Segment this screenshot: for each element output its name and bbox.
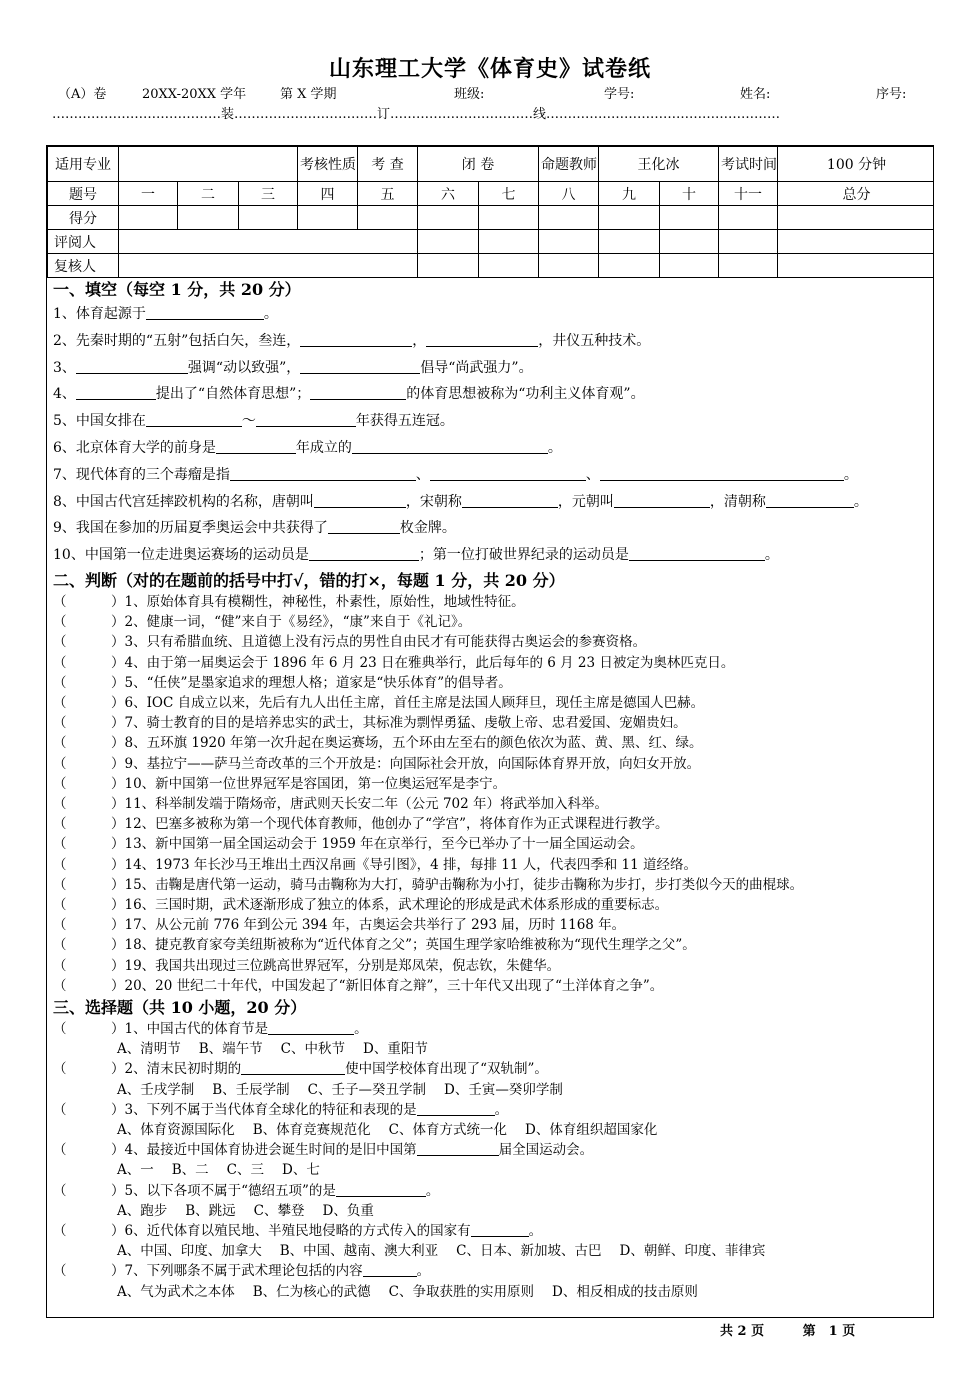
question-text: 2、先秦时期的“五射”包括白矢，叁连， [53, 332, 301, 349]
exam-header [58, 83, 928, 101]
question-text: 枚金牌。 [399, 520, 456, 537]
answer-paren[interactable]: （ [53, 1142, 67, 1159]
judge-text: ）12、巴塞多被称为第一个现代体育教师，他创办了“学宫”，将体育作为正式课程进行教学。 [111, 816, 669, 833]
answer-blank[interactable] [426, 331, 538, 347]
judge-item [53, 814, 927, 834]
checker-cell[interactable] [719, 254, 778, 278]
choice-option: A、中国、印度、加拿大 [117, 1243, 262, 1260]
question-text: 的体育思想被称为“功利主义体育观”。 [406, 386, 645, 403]
answer-paren[interactable]: （ [53, 634, 67, 651]
total-label: 总分 [778, 182, 934, 206]
judge-text: ）16、三国时期，武术逐渐形成了独立的体系，武术理论的形成是武术体系形成的重要标志。 [111, 897, 669, 914]
question-number: 十一 [719, 182, 778, 206]
answer-blank[interactable] [230, 465, 416, 481]
question-text: 4、 [53, 386, 76, 403]
judge-text: ）14、1973 年长沙马王堆出土西汉帛画《导引图》，4 排，每排 11 人，代表四季和 11 道经络。 [111, 856, 697, 873]
reviewer-cell[interactable] [539, 230, 599, 254]
question-number: 九 [599, 182, 660, 206]
answer-blank[interactable] [300, 358, 420, 374]
answer-paren[interactable]: （ [53, 1101, 67, 1118]
question-text: 。 [547, 439, 562, 456]
choice-option: C、日本、新加坡、古巴 [456, 1243, 602, 1260]
student-no-label: 学号: [604, 87, 635, 102]
seq-label: 序号: [876, 87, 907, 102]
answer-paren[interactable]: （ [53, 937, 67, 954]
question-text: 3、 [53, 359, 76, 376]
choice-option: D、体育组织超国家化 [525, 1122, 658, 1139]
checker-cell[interactable] [479, 254, 539, 278]
section-choice-title: 三、选择题（共 10 小题，20 分） [53, 998, 307, 1018]
judge-item [53, 592, 927, 612]
answer-paren[interactable]: （ [53, 1223, 67, 1240]
choice-option: C、中秋节 [280, 1041, 346, 1058]
question-number: 六 [418, 182, 479, 206]
judge-text: ）4、由于第一届奥运会于 1896 年 6 月 23 日在雅典举行，此后每年的 6 月 23 日被定为奥林匹克日。 [111, 654, 735, 671]
question-text: 、 [585, 466, 600, 483]
question-text: 。 [494, 1101, 509, 1118]
choice-option: B、跳远 [185, 1202, 236, 1219]
question-text: 使中国学校体育出现了“双轨制”。 [345, 1061, 548, 1078]
fill-question-9 [53, 515, 927, 542]
choice-option: B、中国、越南、澳大利亚 [279, 1243, 439, 1260]
judge-text: ）13、新中国第一届全国运动会于 1959 年在京举行，至今已举办了十一届全国运动会。 [111, 836, 644, 853]
answer-paren[interactable]: （ [53, 796, 67, 812]
answer-blank[interactable] [146, 304, 264, 320]
judge-list [53, 592, 927, 996]
choice-option: C、攀登 [253, 1202, 305, 1219]
choice-option: D、重阳节 [363, 1041, 428, 1058]
fill-question-4 [53, 381, 927, 408]
question-text: 、 [415, 466, 430, 483]
binding-line: …………………………………装……………………………订……………………………线……………………………………………… [52, 107, 780, 121]
answer-paren[interactable]: （ [53, 715, 67, 732]
answer-paren[interactable]: （ [53, 614, 67, 631]
answer-blank[interactable] [76, 358, 188, 374]
answer-blank[interactable] [268, 1019, 354, 1035]
class-label: 班级: [454, 87, 485, 102]
choice-option: A、一 [117, 1162, 154, 1179]
answer-paren[interactable]: （ [53, 917, 67, 934]
question-text: ，元朝叫 [557, 493, 614, 510]
page-footer [720, 1320, 855, 1339]
score-cell[interactable] [358, 206, 418, 230]
question-text: 10、中国第一位走进奥运赛场的运动员是 [53, 547, 309, 564]
question-number: 八 [539, 182, 599, 206]
score-cell[interactable] [418, 206, 479, 230]
checker-cell[interactable] [539, 254, 599, 278]
score-cell[interactable] [599, 206, 660, 230]
answer-blank[interactable] [352, 438, 548, 454]
exam-type-value: 考 查 [358, 147, 418, 182]
answer-blank[interactable] [614, 492, 710, 508]
answer-blank[interactable] [328, 518, 400, 534]
question-text: 。 [263, 306, 278, 322]
reviewer-cell[interactable] [599, 230, 660, 254]
answer-paren[interactable]: （ [53, 977, 67, 994]
answer-blank[interactable] [241, 1059, 345, 1075]
choice-options [53, 1282, 927, 1302]
reviewer-cell[interactable] [719, 230, 778, 254]
duration-value: 100 分钟 [778, 147, 934, 182]
question-number: 一 [119, 182, 178, 206]
answer-paren[interactable]: （ [53, 735, 67, 752]
question-text: 。 [528, 1223, 543, 1240]
answer-paren[interactable]: （ [53, 1061, 67, 1078]
fill-question-5 [53, 408, 927, 435]
choice-options [53, 1080, 927, 1100]
reviewer-cell[interactable] [418, 230, 479, 254]
answer-blank[interactable] [430, 465, 586, 481]
judge-item [53, 774, 927, 794]
judge-text: ）5、“任侠”是墨家追求的理想人格；道家是“快乐体育”的倡导者。 [111, 674, 512, 691]
answer-blank[interactable] [314, 492, 406, 508]
choice-option: A、跑步 [117, 1202, 168, 1219]
answer-blank[interactable] [417, 1100, 495, 1116]
question-text: ）6、近代体育以殖民地、半殖民地侵略的方式传入的国家有 [111, 1223, 471, 1240]
checker-row [48, 254, 935, 278]
choice-options [53, 1241, 927, 1261]
answer-paren[interactable]: （ [53, 1021, 67, 1038]
judge-text: ）15、击鞠是唐代第一运动，骑马击鞠称为大打，骑驴击鞠称为小打，徒步击鞠称为步打，步打类似今天的曲棍球。 [111, 876, 804, 893]
question-text: 。 [354, 1021, 368, 1038]
question-text: 。 [416, 1263, 431, 1280]
choice-option: B、体育竞赛规范化 [252, 1122, 371, 1139]
answer-blank[interactable] [417, 1140, 499, 1156]
exam-frame [46, 145, 934, 1318]
choice-question [53, 1059, 927, 1079]
fill-question-1 [53, 301, 927, 328]
teacher-value: 王化冰 [599, 147, 719, 182]
checker-cell[interactable] [599, 254, 660, 278]
judge-item [53, 976, 927, 996]
exam-type-label: 考核性质 [298, 147, 358, 182]
answer-blank[interactable] [471, 1221, 529, 1237]
exam-title: 山东理工大学《体育史》试卷纸 [328, 56, 651, 82]
answer-paren[interactable]: （ [53, 775, 67, 792]
answer-blank[interactable] [766, 492, 854, 508]
question-number-row [48, 182, 935, 206]
question-text: 8、中国古代宫廷摔跤机构的名称，唐朝叫 [53, 493, 314, 510]
question-text: ， [412, 332, 427, 349]
answer-blank[interactable] [600, 465, 844, 481]
judge-item [53, 855, 927, 875]
info-table [47, 146, 934, 278]
choice-option: A、壬戌学制 [117, 1081, 195, 1098]
judge-text: ）1、原始体育具有模糊性，神秘性，朴素性，原始性，地域性特征。 [111, 593, 525, 610]
score-cell[interactable] [479, 206, 539, 230]
choice-option: D、壬寅—癸卯学制 [444, 1081, 563, 1098]
judge-item [53, 653, 927, 673]
section-judge-title: 二、判断（对的在题前的括号中打√，错的打×，每题 1 分，共 20 分） [53, 570, 565, 590]
reviewer-cell[interactable] [479, 230, 539, 254]
score-label: 得分 [48, 206, 119, 230]
question-text: 。 [764, 547, 779, 564]
question-text: ，井仪五种技术。 [538, 332, 651, 349]
choice-option: C、争取获胜的实用原则 [388, 1283, 535, 1300]
judge-text: ）17、从公元前 776 年到公元 394 年，古奥运会共举行了 293 届，历时 1168 年。 [111, 917, 626, 934]
answer-blank[interactable] [76, 384, 156, 400]
answer-paren[interactable]: （ [53, 836, 67, 853]
question-text: ～ [241, 413, 256, 430]
reviewer-cell[interactable] [660, 230, 719, 254]
question-text: 届全国运动会。 [498, 1142, 594, 1159]
score-cell[interactable] [298, 206, 358, 230]
question-text: ）1、中国古代的体育节是 [111, 1021, 269, 1038]
reviewer-cell[interactable] [119, 230, 418, 254]
fill-question-6 [53, 435, 927, 462]
judge-text: ）3、只有希腊血统、且道德上没有污点的男性自由民才有可能获得古奥运会的参赛资格。 [111, 634, 647, 651]
checker-cell[interactable] [418, 254, 479, 278]
teacher-label: 命题教师 [539, 147, 599, 182]
choice-question [53, 1019, 927, 1039]
reviewer-row [48, 230, 935, 254]
score-cell[interactable] [719, 206, 778, 230]
academic-year: 20XX-20XX 学年 [142, 87, 247, 102]
answer-paren[interactable]: （ [53, 816, 67, 833]
answer-paren[interactable]: （ [53, 1263, 67, 1280]
choice-option: D、负重 [322, 1202, 374, 1219]
question-number: 七 [479, 182, 539, 206]
choice-question [53, 1100, 927, 1120]
answer-blank[interactable] [310, 384, 406, 400]
judge-item [53, 693, 927, 713]
paper-type: （A）卷 [58, 87, 107, 102]
choice-option: D、朝鲜、印度、菲律宾 [619, 1243, 766, 1260]
question-text: ）3、下列不属于当代体育全球化的特征和表现的是 [111, 1101, 417, 1118]
exam-content [47, 279, 933, 1302]
checker-cell[interactable] [660, 254, 719, 278]
judge-item [53, 935, 927, 955]
score-row [48, 206, 935, 230]
question-text: ）7、下列哪条不属于武术理论包括的内容 [111, 1263, 363, 1280]
question-number: 三 [239, 182, 298, 206]
judge-text: ）2、健康一词，“健”来自于《易经》，“康”来自于《礼记》。 [111, 614, 472, 631]
choice-options [53, 1120, 927, 1140]
fill-question-2 [53, 328, 927, 355]
answer-blank[interactable] [216, 438, 296, 454]
question-text: 。 [843, 466, 858, 483]
question-text: 年获得五连冠。 [355, 413, 454, 430]
fill-question-8 [53, 489, 927, 516]
answer-blank[interactable] [629, 545, 765, 561]
question-text: ，清朝称 [709, 493, 766, 510]
question-text: 9、我国在参加的历届夏季奥运会中共获得了 [53, 520, 328, 537]
judge-item [53, 956, 927, 976]
choice-question [53, 1221, 927, 1241]
choice-option: D、七 [282, 1162, 320, 1179]
choice-option: A、清明节 [117, 1041, 181, 1058]
question-text: 6、北京体育大学的前身是 [53, 439, 216, 456]
choice-options [53, 1039, 927, 1059]
duration-label: 考试时间 [719, 147, 778, 182]
question-text: ）4、最接近中国体育协进会诞生时间的是旧中国第 [111, 1142, 417, 1159]
info-row [48, 147, 935, 182]
question-text: 7、现代体育的三个毒瘤是指 [53, 466, 230, 483]
score-cell[interactable] [539, 206, 599, 230]
answer-paren[interactable]: （ [53, 876, 67, 893]
judge-text: ）20、20 世纪二十年代，中国发起了“新旧体育之辩”，三十年代又出现了“土洋体育之争”。 [111, 977, 664, 994]
question-text: 。 [853, 493, 868, 510]
choice-question [53, 1261, 927, 1281]
judge-item [53, 733, 927, 753]
answer-blank[interactable] [363, 1261, 417, 1277]
choice-option: C、壬子—癸丑学制 [307, 1081, 427, 1098]
choice-option: A、体育资源国际化 [117, 1122, 235, 1139]
reviewer-cell[interactable] [778, 230, 934, 254]
question-text: 年成立的 [295, 439, 352, 456]
score-cell[interactable] [119, 206, 178, 230]
major-label: 适用专业 [48, 147, 119, 182]
judge-item [53, 794, 927, 814]
page-number: 第 1 页 [802, 1324, 856, 1339]
judge-item [53, 673, 927, 693]
term: 第 X 学期 [280, 87, 337, 102]
question-text: 。 [425, 1182, 440, 1199]
answer-paren[interactable]: （ [53, 593, 67, 610]
choice-option: C、体育方式统一化 [388, 1122, 508, 1139]
total-pages: 共 2 页 [720, 1324, 765, 1339]
answer-paren[interactable]: （ [53, 755, 67, 772]
judge-text: ）7、骑士教育的目的是培养忠实的武士，其标准为剽悍勇猛、虔敬上帝、忠君爱国、宠媚贵妇。 [111, 715, 687, 732]
choice-option: A、气为武术之本体 [117, 1283, 235, 1300]
judge-text: ）11、科举制发端于隋炀帝，唐武则天长安二年（公元 702 年）将武举加入科举。 [111, 796, 609, 812]
answer-blank[interactable] [146, 411, 242, 427]
answer-blank[interactable] [462, 492, 558, 508]
judge-item [53, 754, 927, 774]
answer-paren[interactable]: （ [53, 957, 67, 974]
answer-blank[interactable] [256, 411, 356, 427]
choice-option: D、相反相成的技击原则 [552, 1283, 698, 1300]
judge-item [53, 875, 927, 895]
reviewer-label: 评阅人 [48, 230, 119, 254]
answer-paren[interactable]: （ [53, 694, 67, 711]
question-text: 强调“动以致强”， [187, 359, 301, 376]
question-text: ，宋朝称 [405, 493, 462, 510]
question-text: 倡导“尚武强力”。 [420, 359, 533, 376]
answer-paren[interactable]: （ [53, 897, 67, 914]
checker-label: 复核人 [48, 254, 119, 278]
judge-text: ）10、新中国第一位世界冠军是容国团，第一位奥运冠军是李宁。 [111, 775, 507, 792]
judge-item [53, 713, 927, 733]
question-number: 十 [660, 182, 719, 206]
judge-text: ）19、我国共出现过三位跳高世界冠军，分别是郑凤荣，倪志钦，朱健华。 [111, 957, 561, 974]
question-number: 五 [358, 182, 418, 206]
closed-book: 闭 卷 [418, 147, 539, 182]
answer-paren[interactable]: （ [53, 1182, 67, 1199]
question-text: 提出了“自然体育思想”； [155, 386, 311, 403]
fill-question-10 [53, 542, 927, 569]
judge-item [53, 612, 927, 632]
total-score-cell[interactable] [778, 206, 934, 230]
judge-item [53, 915, 927, 935]
question-number: 二 [178, 182, 239, 206]
judge-item [53, 834, 927, 854]
question-text: ）2、清末民初时期的 [111, 1061, 242, 1078]
checker-cell[interactable] [778, 254, 934, 278]
question-no-label: 题号 [48, 182, 119, 206]
major-value [119, 147, 298, 182]
question-number: 四 [298, 182, 358, 206]
choice-option: B、二 [171, 1162, 209, 1179]
question-text: 1、体育起源于 [53, 306, 146, 322]
choice-list [53, 1019, 927, 1302]
judge-text: ）6、IOC 自成立以来，先后有九人出任主席，首任主席是法国人顾拜旦，现任主席是德国人巴赫。 [111, 694, 705, 711]
choice-options [53, 1201, 927, 1221]
section-fill-title: 一、填空（每空 1 分，共 20 分） [53, 280, 301, 299]
choice-option: B、端午节 [198, 1041, 263, 1058]
judge-item [53, 632, 927, 652]
answer-blank[interactable] [300, 331, 412, 347]
answer-paren[interactable]: （ [53, 654, 67, 671]
choice-option: B、仁为核心的武德 [252, 1283, 371, 1300]
answer-paren[interactable]: （ [53, 674, 67, 691]
question-text: ）5、以下各项不属于“德绍五项”的是 [111, 1182, 336, 1199]
judge-text: ）9、基拉宁——萨马兰奇改革的三个开放是：向国际社会开放，向国际体育界开放，向妇女开放。 [111, 755, 701, 772]
question-text: 5、中国女排在 [53, 413, 146, 430]
fill-question-3 [53, 355, 927, 382]
score-cell[interactable] [178, 206, 239, 230]
choice-option: B、壬辰学制 [212, 1081, 290, 1098]
score-cell[interactable] [239, 206, 298, 230]
judge-text: ）18、捷克教育家夸美纽斯被称为“近代体育之父”；英国生理学家哈维被称为“现代生理学之父”。 [111, 937, 696, 954]
choice-option: C、三 [226, 1162, 265, 1179]
judge-text: ）8、五环旗 1920 年第一次升起在奥运赛场，五个环由左至右的颜色依次为蓝、黄、黑、红、绿。 [111, 735, 703, 752]
score-cell[interactable] [660, 206, 719, 230]
judge-item [53, 895, 927, 915]
answer-blank[interactable] [309, 545, 419, 561]
name-label: 姓名: [740, 87, 771, 102]
answer-paren[interactable]: （ [53, 856, 67, 873]
choice-question [53, 1140, 927, 1160]
choice-question [53, 1181, 927, 1201]
choice-options [53, 1160, 927, 1180]
question-text: ；第一位打破世界纪录的运动员是 [418, 547, 629, 564]
checker-cell[interactable] [119, 254, 418, 278]
fill-question-7 [53, 462, 927, 489]
answer-blank[interactable] [336, 1181, 426, 1197]
